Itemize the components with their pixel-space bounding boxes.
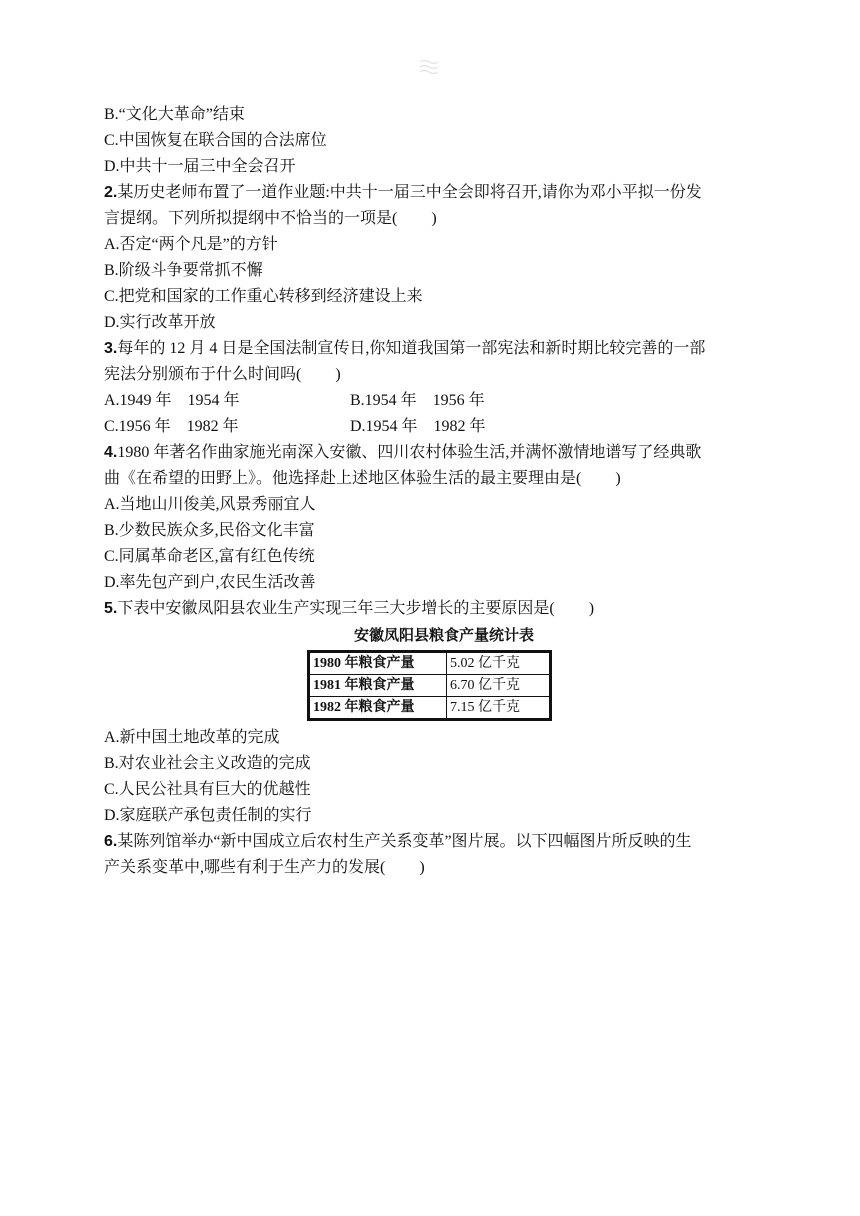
table-row bbox=[309, 697, 551, 720]
option-text: B.“文化大革命”结束 bbox=[104, 106, 245, 123]
option-text: B.对农业社会主义改造的完成 bbox=[104, 755, 311, 772]
table-cell-value: 7.15 亿千克 bbox=[447, 697, 551, 720]
table-cell-label: 1982 年粮食产量 bbox=[309, 697, 447, 720]
question-number: 5. bbox=[104, 600, 118, 617]
question-text: 宪法分别颁布于什么时间吗( bbox=[104, 366, 302, 383]
question-2 bbox=[104, 180, 764, 232]
question-number: 3. bbox=[104, 340, 118, 357]
answer-paren-close: ) bbox=[588, 600, 595, 617]
option-text: C.同属革命老区,富有红色传统 bbox=[104, 548, 315, 565]
question-4 bbox=[104, 440, 764, 492]
option-text: A.新中国土地改革的完成 bbox=[104, 729, 280, 746]
option-text: B.少数民族众多,民俗文化丰富 bbox=[104, 522, 315, 539]
question-text: 某历史老师布置了一道作业题:中共十一届三中全会即将召开,请你为邓小平拟一份发 bbox=[117, 184, 702, 201]
option-text: B.阶级斗争要常抓不懈 bbox=[104, 262, 263, 279]
table-cell-value: 5.02 亿千克 bbox=[447, 652, 551, 675]
question-5 bbox=[104, 596, 764, 622]
table-row bbox=[309, 652, 551, 675]
answer-paren-close: ) bbox=[615, 470, 621, 487]
table-cell-label: 1981 年粮食产量 bbox=[309, 675, 447, 697]
option-text: A.否定“两个凡是”的方针 bbox=[104, 236, 278, 253]
option-text: D.中共十一届三中全会召开 bbox=[104, 158, 296, 175]
option-text: D.实行改革开放 bbox=[104, 314, 216, 331]
option-text: C.把党和国家的工作重心转移到经济建设上来 bbox=[104, 288, 423, 305]
question-text: 产关系变革中,哪些有利于生产力的发展( bbox=[104, 859, 386, 876]
table-row bbox=[309, 675, 551, 697]
question-text: 言提纲。下列所拟提纲中不恰当的一项是( bbox=[104, 210, 398, 227]
option-text: C.1956 年 1982 年 bbox=[104, 418, 239, 435]
option-row bbox=[104, 388, 764, 414]
answer-paren-close: ) bbox=[419, 859, 425, 876]
question-6 bbox=[104, 829, 764, 881]
question-text: 下表中安徽凤阳县农业生产实现三年三大步增长的主要原因是( bbox=[117, 600, 555, 617]
option-text: D.率先包产到户,农民生活改善 bbox=[104, 574, 316, 591]
grain-output-table bbox=[307, 650, 552, 721]
watermark-wave-icon bbox=[418, 58, 440, 78]
option-text: A.当地山川俊美,风景秀丽宜人 bbox=[104, 496, 316, 513]
option-text: B.1954 年 1956 年 bbox=[350, 392, 485, 409]
exam-content bbox=[104, 102, 764, 881]
table-title: 安徽凤阳县粮食产量统计表 bbox=[353, 626, 534, 644]
table-cell-label: 1980 年粮食产量 bbox=[309, 652, 447, 675]
question-text: 1980 年著名作曲家施光南深入安徽、四川农村体验生活,并满怀激情地谱写了经典歌 bbox=[117, 444, 702, 461]
question-text: 每年的 12 月 4 日是全国法制宣传日,你知道我国第一部宪法和新时期比较完善的一部 bbox=[117, 340, 706, 357]
question-text: 某陈列馆举办“新中国成立后农村生产关系变革”图片展。以下四幅图片所反映的生 bbox=[117, 833, 692, 850]
question-number: 4. bbox=[104, 444, 118, 461]
option-text: C.中国恢复在联合国的合法席位 bbox=[104, 132, 327, 149]
option-text: D.家庭联产承包责任制的实行 bbox=[104, 807, 312, 824]
answer-paren-close: ) bbox=[431, 210, 437, 227]
question-number: 2. bbox=[104, 184, 118, 201]
table-cell-value: 6.70 亿千克 bbox=[447, 675, 551, 697]
option-text: C.人民公社具有巨大的优越性 bbox=[104, 781, 311, 798]
answer-paren-close: ) bbox=[335, 366, 341, 383]
question-text: 曲《在希望的田野上》。他选择赴上述地区体验生活的最主要理由是( bbox=[104, 470, 582, 487]
option-row bbox=[104, 414, 764, 440]
option-text: D.1954 年 1982 年 bbox=[350, 418, 486, 435]
option-text: A.1949 年 1954 年 bbox=[104, 392, 240, 409]
question-3 bbox=[104, 336, 764, 388]
question-number: 6. bbox=[104, 833, 118, 850]
